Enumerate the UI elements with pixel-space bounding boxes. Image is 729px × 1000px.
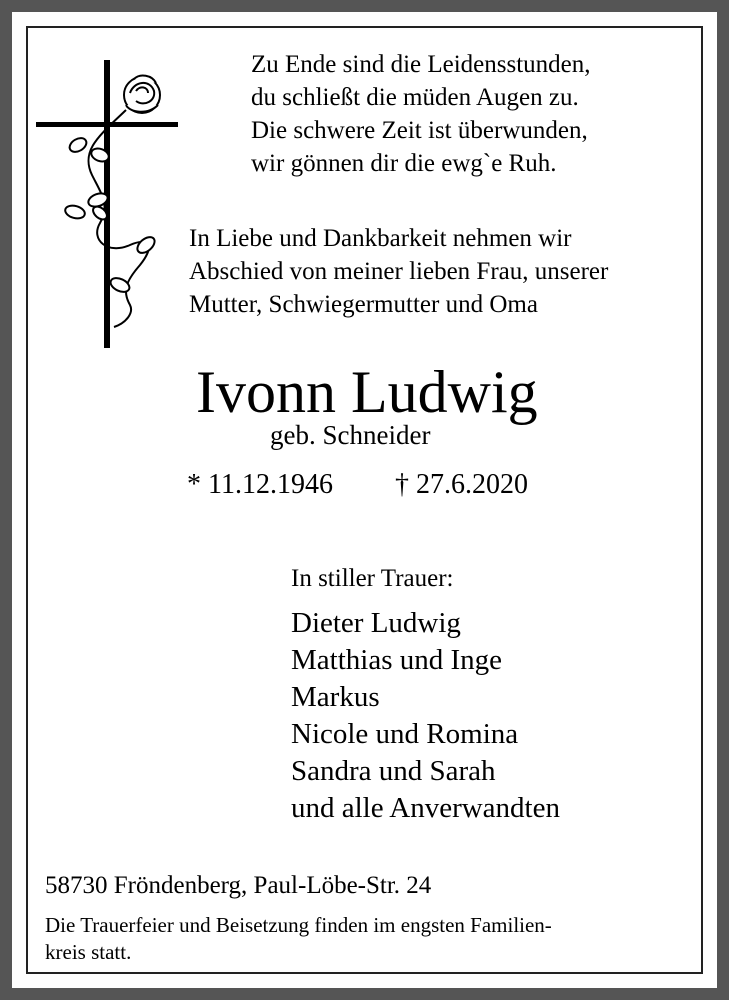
mourner-name: Matthias und Inge [291, 644, 503, 676]
poem-line: du schließt die müden Augen zu. [251, 84, 579, 111]
mourner-name: Markus [291, 681, 380, 713]
intro-line: Abschied von meiner lieben Frau, unserer [189, 258, 609, 285]
poem-line: wir gönnen dir die ewg`e Ruh. [251, 150, 557, 177]
address: 58730 Fröndenberg, Paul-Löbe-Str. 24 [45, 872, 432, 899]
mourner-name: Dieter Ludwig [291, 607, 461, 639]
death-date: † 27.6.2020 [395, 469, 528, 500]
poem-line: Die schwere Zeit ist überwunden, [251, 117, 588, 144]
mourner-name: Nicole und Romina [291, 718, 519, 750]
intro-line: In Liebe und Dankbarkeit nehmen wir [189, 225, 572, 252]
deceased-name: Ivonn Ludwig [196, 359, 538, 425]
funeral-notice [45, 915, 552, 969]
mourners-title: In stiller Trauer: [291, 565, 454, 592]
maiden-name: geb. Schneider [270, 420, 431, 450]
notice-line: kreis statt. [45, 940, 132, 964]
intro-line: Mutter, Schwiegermutter und Oma [189, 291, 538, 318]
poem [251, 52, 591, 184]
notice-line: Die Trauerfeier und Beisetzung finden im engsten Familien- [45, 913, 552, 937]
mourner-name: und alle Anverwandten [291, 792, 560, 824]
intro-text [189, 226, 608, 325]
mourner-name: Sandra und Sarah [291, 755, 496, 787]
poem-line: Zu Ende sind die Leidensstunden, [251, 51, 591, 78]
cross-with-rose-icon [30, 55, 190, 355]
mourners-list [291, 609, 560, 831]
birth-date: * 11.12.1946 [187, 469, 333, 500]
